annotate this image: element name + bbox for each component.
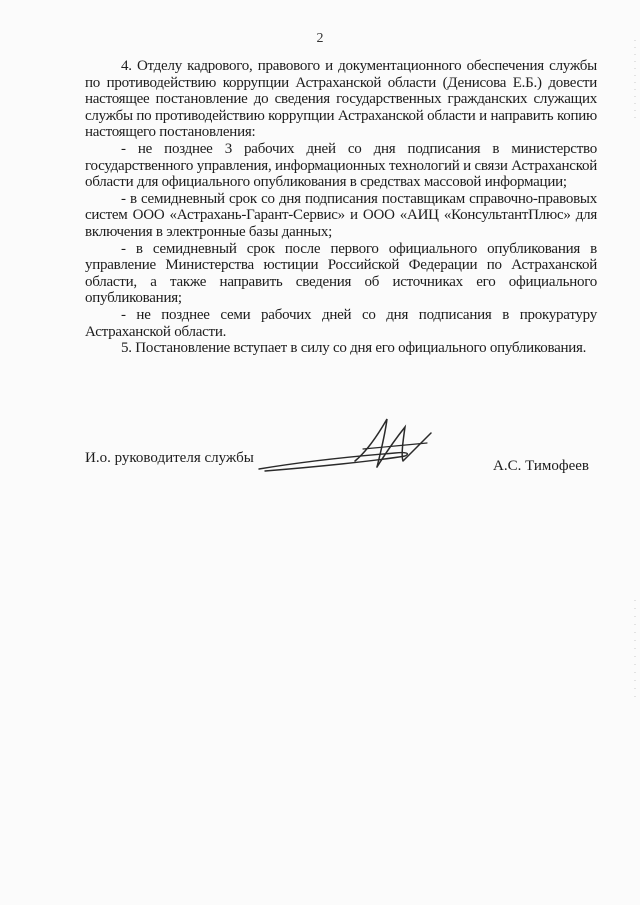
scan-edge-marks [634, 0, 636, 905]
paragraph-item-5: 5. Постановление вступает в силу со дня его официального опубликования. [121, 340, 587, 357]
list-item-media: - не позднее 3 рабочих дней со дня подписания в министерство государственного управления, информационных технологий и связи Астраханской области для официального опубликования в средствах массовой информации; [85, 140, 597, 191]
list-item-prosecutor: - не позднее семи рабочих дней со дня подписания в прокуратуру Астраханской области. [85, 306, 597, 340]
signatory-position: И.о. руководителя службы [85, 450, 254, 466]
signature-block [85, 446, 597, 486]
paragraph-item-4: 4. Отделу кадрового, правового и документационного обеспечения службы по противодействию коррупции Астраханской области (Денисова Е.Б.) довести настоящее постановление до сведения государственных гражданских служащих службы по противодействию коррупции Астраханской области и направить копию настоящего постановления: [85, 58, 597, 141]
signatory-name: А.С. Тимофеев [492, 458, 589, 474]
handwritten-signature [255, 411, 465, 486]
page-number: 2 [316, 31, 324, 46]
list-item-justice-ministry: - в семидневный срок после первого официального опубликования в управление Министерства юстиции Российской Федерации по Астраханской области, а также направить сведения об источниках его официального опубликования; [85, 240, 597, 307]
document-body [85, 58, 597, 357]
list-item-legal-systems: - в семидневный срок со дня подписания поставщикам справочно-правовых систем ООО «Астрахань-Гарант-Сервис» и ООО «АИЦ «КонсультантПлюс» для включения в электронные базы данных; [85, 190, 597, 240]
